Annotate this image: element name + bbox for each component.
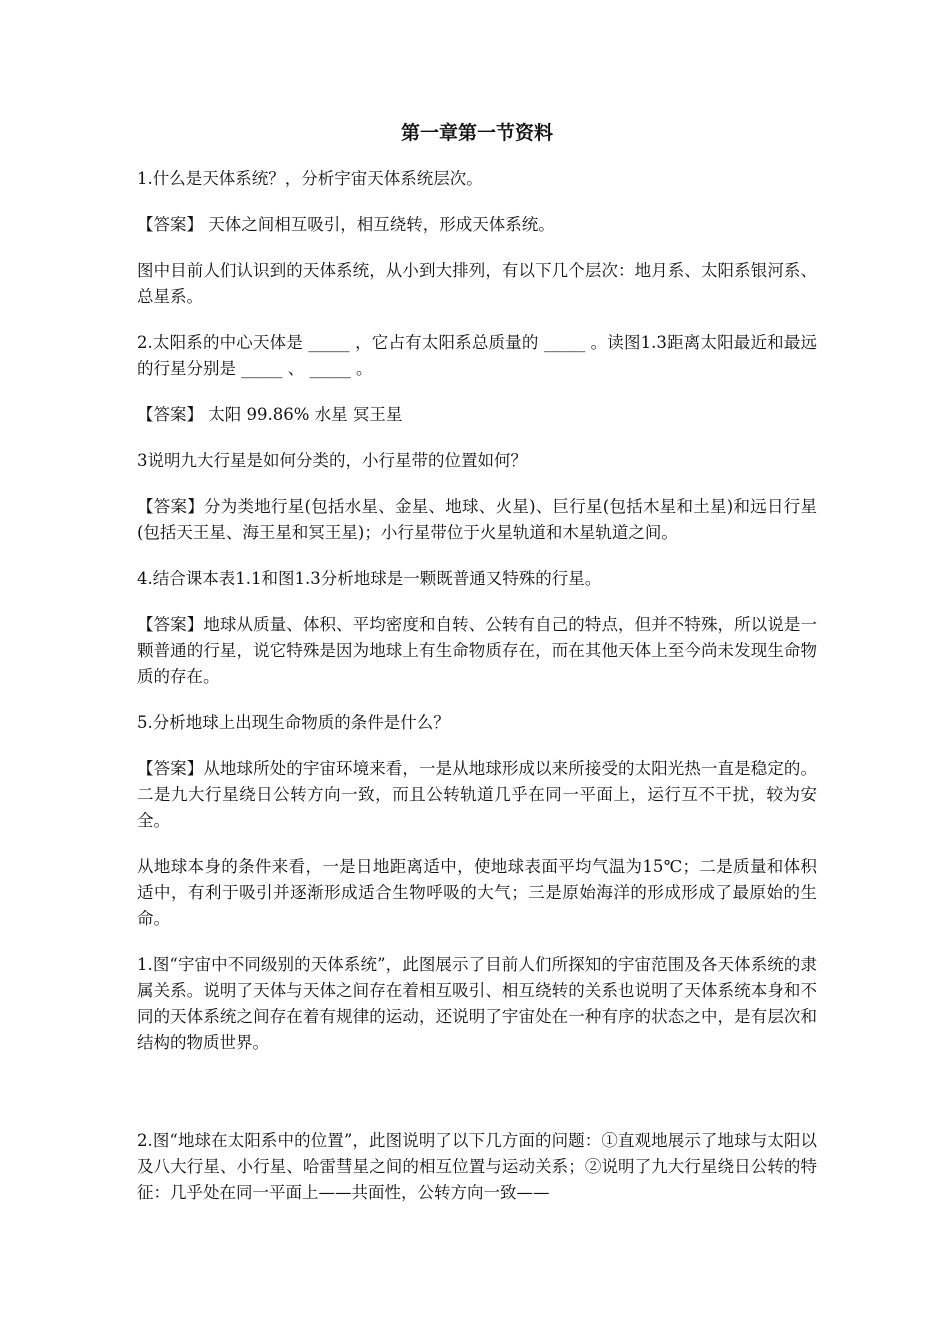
answer-4: 【答案】地球从质量、体积、平均密度和自转、公转有自己的特点，但并不特殊，所以说是一颗普通的行星，说它特殊是因为地球上有生命物质存在，而在其他天体上至今尚未发现生命物质的存在。 (137, 615, 817, 686)
figure-note-1: 1.图“宇宙中不同级别的天体系统”，此图展示了目前人们所探知的宇宙范围及各天体系统的隶属关系。说明了天体与天体之间存在着相互吸引、相互绕转的关系也说明了天体系统本身和不同的天体系统之间存在着有规律的运动，还说明了宇宙处在一种有序的状态之中，是有层次和结构的物质世界。 (137, 955, 817, 1052)
answer-2: 【答案】 太阳 99.86% 水星 冥王星 (137, 405, 403, 424)
answer-1-detail: 图中目前人们认识到的天体系统，从小到大排列，有以下几个层次：地月系、太阳系银河系、总星系。 (137, 261, 817, 306)
answer-3: 【答案】分为类地行星(包括水星、金星、地球、火星)、巨行星(包括木星和土星)和远日行星(包括天王星、海王星和冥王星)；小行星带位于火星轨道和木星轨道之间。 (137, 497, 817, 542)
question-1: 1.什么是天体系统？，分析宇宙天体系统层次。 (137, 169, 483, 188)
document-page (137, 120, 817, 1226)
question-4: 4.结合课本表1.1和图1.3分析地球是一颗既普通又特殊的行星。 (137, 569, 602, 588)
document-title: 第一章第一节资料 (400, 122, 553, 144)
figure-note-2: 2.图“地球在太阳系中的位置”，此图说明了以下几方面的问题：①直观地展示了地球与太阳以及八大行星、小行星、哈雷彗星之间的相互位置与运动关系；②说明了九大行星绕日公转的特征：几乎处在同一平面上——共面性，公转方向一致—— (137, 1131, 817, 1202)
question-5: 5.分析地球上出现生命物质的条件是什么？ (137, 713, 450, 732)
question-3: 3说明九大行星是如何分类的，小行星带的位置如何？ (137, 451, 527, 470)
question-2: 2.太阳系的中心天体是 _____ ，它占有太阳系总质量的 _____ 。读图1.3距离太阳最近和最远的行星分别是 _____ 、 _____ 。 (137, 333, 817, 378)
answer-5: 【答案】从地球所处的宇宙环境来看，一是从地球形成以来所接受的太阳光热一直是稳定的。二是九大行星绕日公转方向一致，而且公转轨道几乎在同一平面上，运行互不干扰，较为安全。 (137, 759, 817, 830)
answer-1: 【答案】 天体之间相互吸引，相互绕转，形成天体系统。 (137, 215, 555, 234)
answer-5-detail: 从地球本身的条件来看，一是日地距离适中，使地球表面平均气温为15℃；二是质量和体积适中，有利于吸引并逐渐形成适合生物呼吸的大气；三是原始海洋的形成形成了最原始的生命。 (137, 857, 817, 928)
